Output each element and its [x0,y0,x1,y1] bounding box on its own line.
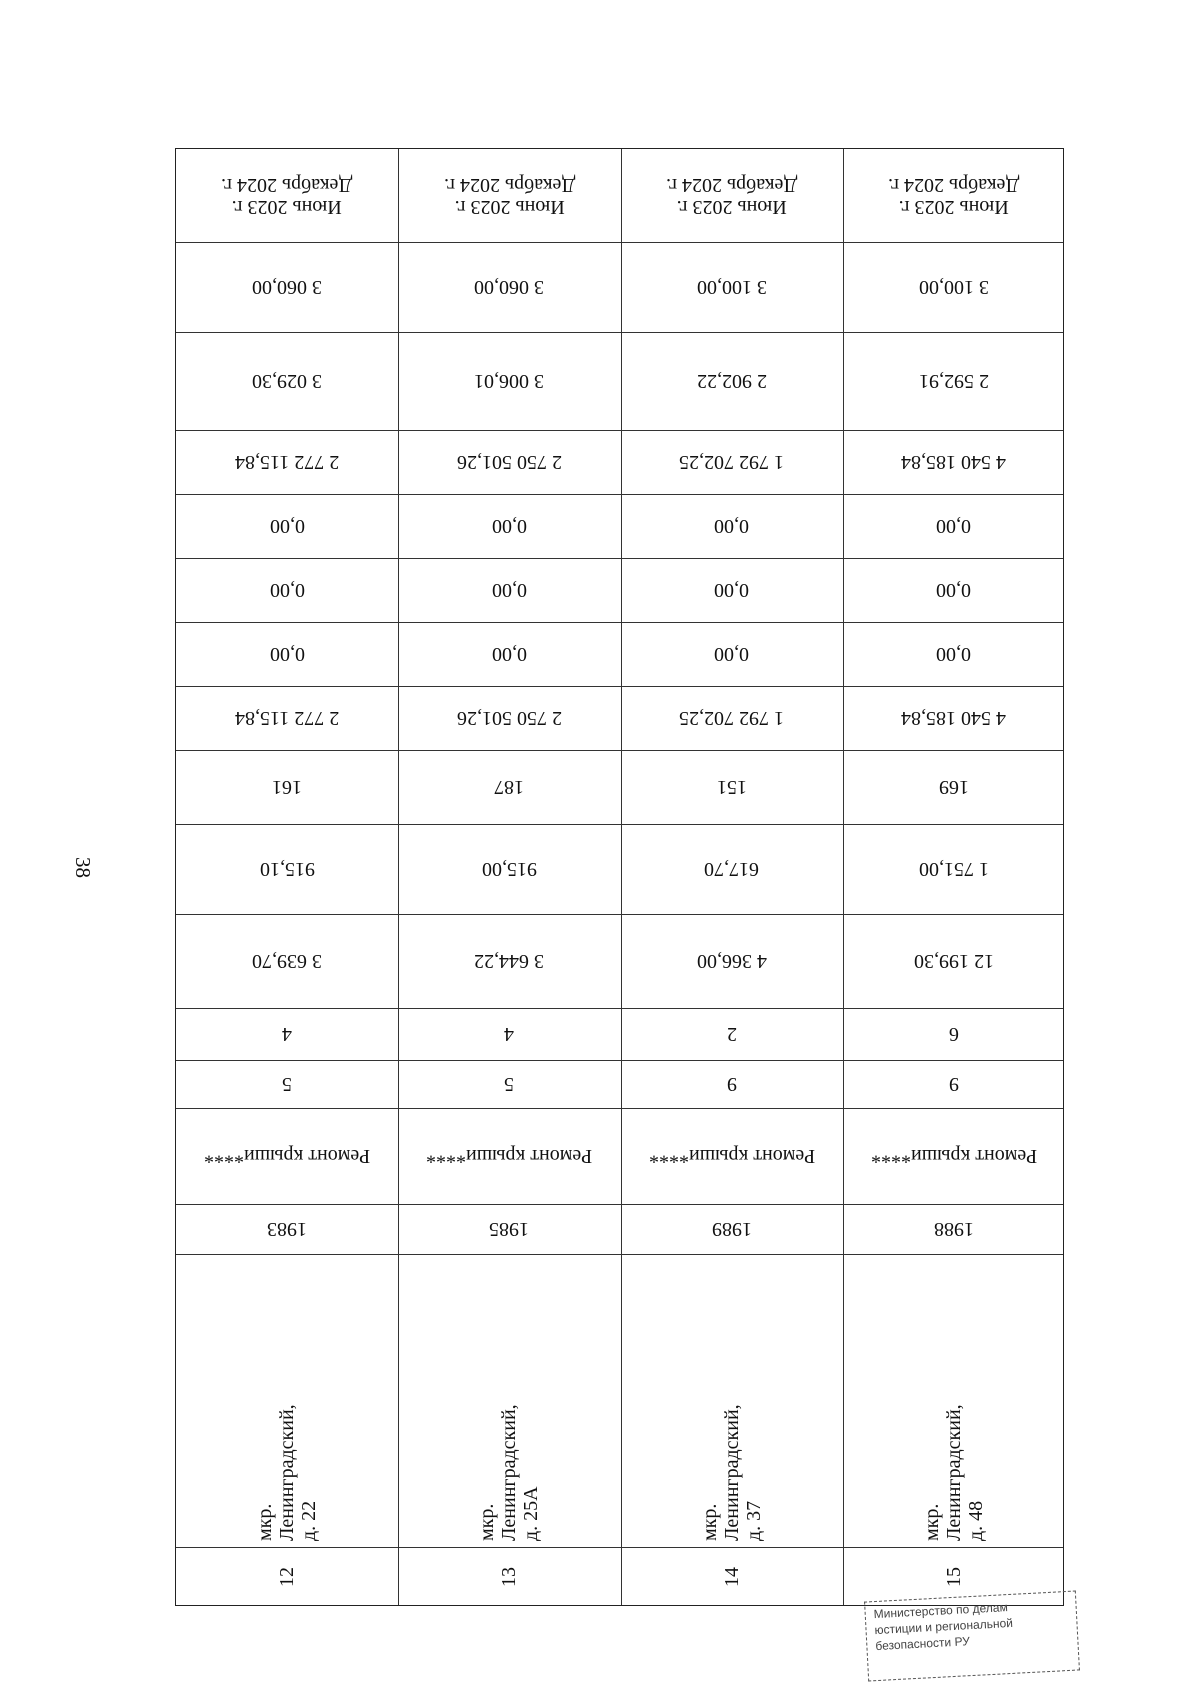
cell-area-roof [843,824,1065,914]
cell-work [398,1108,620,1204]
entrances-text: 6 [948,1023,959,1045]
cell-address [176,1254,398,1547]
year-text: 1989 [711,1218,752,1240]
row-number-text: 14 [720,1567,743,1587]
area-total-text: 3 644,22 [474,950,545,972]
cell-work [621,1108,843,1204]
floors-text: 9 [726,1073,737,1095]
fund-local-text: 0,00 [491,643,527,665]
fund-regional-text: 0,00 [936,579,972,601]
cell-unit-cost [176,332,398,430]
cell-fund-local [398,622,620,686]
cell-cost-total [176,430,398,494]
cell-area-total [398,914,620,1008]
cell-unit-limit [176,242,398,332]
residents-text: 169 [938,776,969,798]
cell-cost-total [843,430,1065,494]
fund-local-text: 0,00 [714,643,750,665]
address-text: мкр. Ленинградский, д. 25А [476,1404,543,1541]
floors-text: 9 [948,1073,959,1095]
cell-address [398,1254,620,1547]
area-roof-text: 915,10 [259,858,315,880]
fund-regional-text: 0,00 [714,579,750,601]
cell-fund-owners [621,686,843,750]
cell-period [398,149,620,242]
row-number-text: 13 [498,1567,521,1587]
cell-period [176,149,398,242]
cost-total-text: 4 540 185,84 [901,451,1007,473]
cell-fund-regional [843,558,1065,622]
cell-floors [176,1060,398,1108]
fund-regional-text: 0,00 [491,579,527,601]
cell-year [621,1204,843,1254]
cell-area-total [843,914,1065,1008]
cell-fund-federal [398,494,620,558]
cell-unit-cost [398,332,620,430]
cell-unit-cost [621,332,843,430]
cell-area-roof [398,824,620,914]
area-total-text: 12 199,30 [913,950,994,972]
residents-text: 151 [716,776,747,798]
fund-federal-text: 0,00 [936,515,972,537]
year-text: 1988 [933,1218,974,1240]
cell-residents [843,750,1065,824]
unit-limit-text: 3 060,00 [474,276,545,298]
cell-fund-local [621,622,843,686]
entrances-text: 4 [504,1023,515,1045]
cell-entrances [176,1008,398,1060]
stamp-line-3: безопасности РУ [875,1634,971,1654]
row-number-text: 15 [942,1567,965,1587]
row-number-text: 12 [276,1567,299,1587]
cell-period [843,149,1065,242]
unit-limit-text: 3 100,00 [696,276,767,298]
residents-text: 187 [494,776,525,798]
period-text: Июнь 2023 г. Декабрь 2024 г. [888,173,1020,218]
stamp-line-2: юстиции и региональной [874,1616,1014,1638]
cell-area-total [176,914,398,1008]
residents-text: 161 [272,776,303,798]
cell-address [843,1254,1065,1547]
fund-owners-text: 2 772 115,84 [234,707,340,729]
stamp-line-1: Министерство по делам [873,1600,1009,1622]
cell-unit-limit [398,242,620,332]
entrances-text: 2 [726,1023,737,1045]
fund-federal-text: 0,00 [269,515,305,537]
area-roof-text: 915,00 [481,858,537,880]
cell-residents [398,750,620,824]
cell-period [621,149,843,242]
registration-stamp [864,1591,1080,1682]
unit-cost-text: 2 902,22 [696,370,767,392]
cell-residents [176,750,398,824]
cell-fund-federal [176,494,398,558]
period-text: Июнь 2023 г. Декабрь 2024 г. [443,173,576,218]
cell-residents [621,750,843,824]
unit-cost-text: 2 592,91 [918,370,989,392]
unit-limit-text: 3 060,00 [252,276,323,298]
cell-num [621,1547,843,1607]
cell-fund-owners [843,686,1065,750]
cell-floors [621,1060,843,1108]
cost-total-text: 2 750 501,26 [456,451,562,473]
cell-work [176,1108,398,1204]
cell-unit-limit [843,242,1065,332]
cell-cost-total [398,430,620,494]
fund-owners-text: 4 540 185,84 [901,707,1007,729]
cell-unit-limit [621,242,843,332]
cell-fund-local [843,622,1065,686]
fund-federal-text: 0,00 [491,515,527,537]
unit-cost-text: 3 029,30 [252,370,323,392]
area-roof-text: 617,70 [704,858,760,880]
entrances-text: 4 [282,1023,293,1045]
work-text: Ремонт крыши**** [648,1145,815,1167]
area-roof-text: 1 751,00 [918,858,989,880]
cell-fund-regional [176,558,398,622]
address-text: мкр. Ленинградский, д. 48 [920,1404,987,1541]
cell-cost-total [621,430,843,494]
year-text: 1983 [267,1218,308,1240]
page-number: 38 [71,857,95,878]
area-total-text: 3 639,70 [252,950,323,972]
period-text: Июнь 2023 г. Декабрь 2024 г. [221,173,353,218]
fund-federal-text: 0,00 [714,515,750,537]
fund-local-text: 0,00 [936,643,972,665]
cell-area-roof [176,824,398,914]
work-text: Ремонт крыши**** [426,1145,593,1167]
fund-owners-text: 2 750 501,26 [456,707,562,729]
cell-area-total [621,914,843,1008]
fund-local-text: 0,00 [269,643,305,665]
floors-text: 5 [504,1073,515,1095]
work-text: Ремонт крыши**** [870,1145,1037,1167]
area-total-text: 4 366,00 [696,950,767,972]
cell-address [621,1254,843,1547]
cell-entrances [843,1008,1065,1060]
fund-owners-text: 1 792 702,25 [679,707,785,729]
cost-total-text: 1 792 702,25 [679,451,785,473]
unit-limit-text: 3 100,00 [918,276,989,298]
cell-fund-regional [398,558,620,622]
floors-text: 5 [282,1073,293,1095]
unit-cost-text: 3 006,01 [474,370,545,392]
cell-fund-owners [176,686,398,750]
cell-entrances [621,1008,843,1060]
fund-regional-text: 0,00 [269,579,305,601]
cell-fund-federal [843,494,1065,558]
work-text: Ремонт крыши**** [204,1145,371,1167]
cell-fund-federal [621,494,843,558]
cell-fund-regional [621,558,843,622]
cell-year [176,1204,398,1254]
repair-table [175,148,1064,1606]
cell-fund-local [176,622,398,686]
cell-floors [398,1060,620,1108]
cost-total-text: 2 772 115,84 [234,451,340,473]
address-text: мкр. Ленинградский, д. 22 [254,1404,321,1541]
period-text: Июнь 2023 г. Декабрь 2024 г. [665,173,798,218]
address-text: мкр. Ленинградский, д. 37 [698,1404,765,1541]
cell-unit-cost [843,332,1065,430]
cell-num [176,1547,398,1607]
cell-year [398,1204,620,1254]
cell-floors [843,1060,1065,1108]
year-text: 1985 [489,1218,530,1240]
cell-fund-owners [398,686,620,750]
cell-year [843,1204,1065,1254]
cell-work [843,1108,1065,1204]
cell-entrances [398,1008,620,1060]
cell-num [398,1547,620,1607]
cell-area-roof [621,824,843,914]
